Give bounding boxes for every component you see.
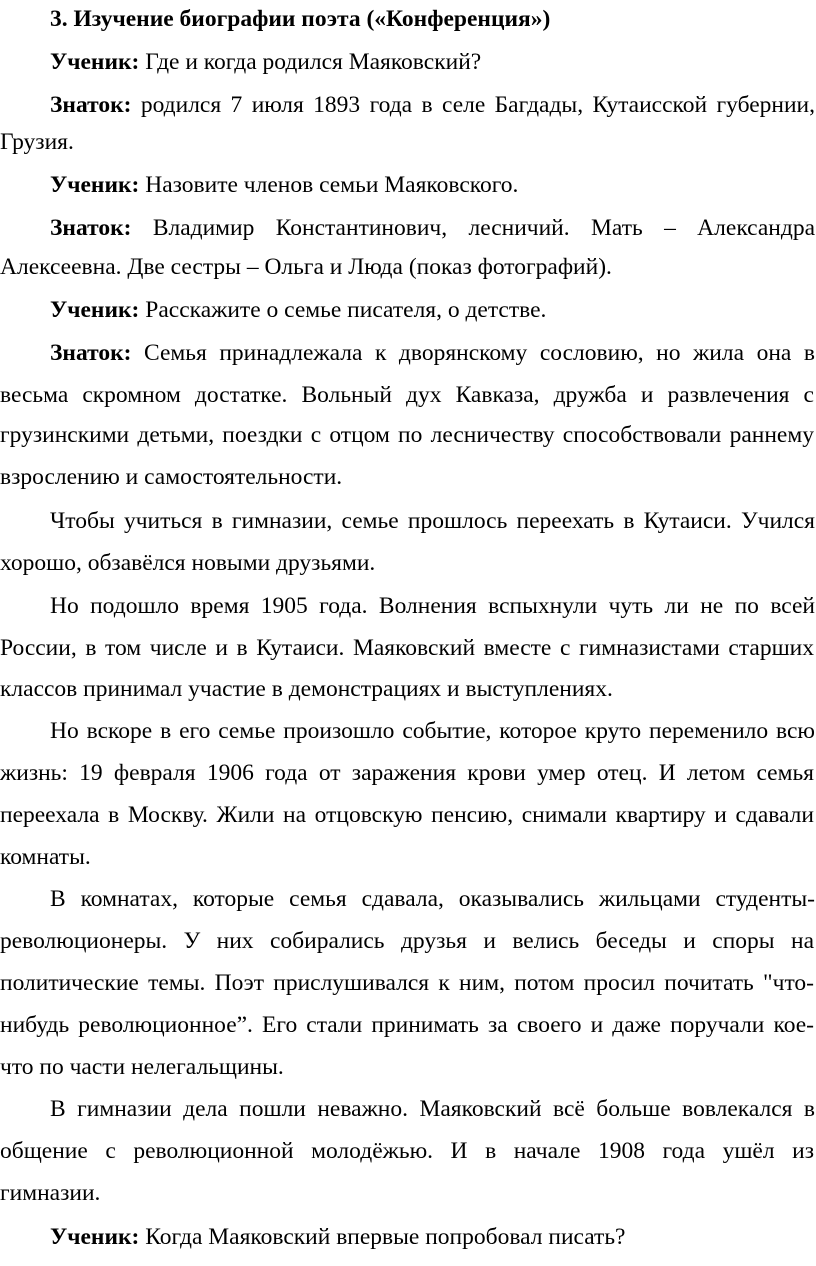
- speaker-label: Знаток:: [50, 340, 132, 366]
- text-line: Грузия.: [0, 129, 74, 155]
- text-line: общение с революционной молодёжью. И в начале 1908 года ушёл из: [0, 1138, 814, 1164]
- speaker-label: Знаток:: [50, 215, 132, 241]
- dialogue-text: Где и когда родился Маяковский?: [145, 49, 482, 75]
- speaker-label: Ученик:: [50, 172, 140, 198]
- dialogue-text: Семья принадлежала к дворянскому сословию, но жила она в: [144, 340, 815, 366]
- dialogue-text: Владимир Константинович, лесничий. Мать – Александра: [152, 215, 816, 241]
- text-line: политические темы. Поэт прислушивался к ним, потом просил почитать "что-: [0, 970, 814, 996]
- section-heading: 3. Изучение биографии поэта («Конференция»): [50, 6, 551, 32]
- text-line: В комнатах, которые семья сдавала, оказывались жильцами студенты-: [50, 886, 815, 912]
- text-line: России, в том числе и в Кутаиси. Маяковский вместе с гимназистами старших: [0, 635, 814, 661]
- text-line: классов принимал участие в демонстрациях и выступлениях.: [0, 676, 613, 702]
- dialogue-text: Назовите членов семьи Маяковского.: [145, 172, 519, 198]
- text-line: хорошо, обзавёлся новыми друзьями.: [0, 550, 376, 576]
- dialogue-text: Когда Маяковский впервые попробовал писать?: [145, 1224, 626, 1250]
- text-line: жизнь: 19 февраля 1906 года от заражения крови умер отец. И летом семья: [0, 760, 814, 786]
- dialogue-line: [50, 170, 816, 200]
- dialogue-text: родился 7 июля 1893 года в селе Багдады, Кутаисской губернии,: [140, 92, 815, 118]
- text-line: переехала в Москву. Жили на отцовскую пенсию, снимали квартиру и сдавали: [0, 802, 814, 828]
- text-line: комнаты.: [0, 844, 91, 870]
- speaker-label: Ученик:: [50, 49, 140, 75]
- text-line: Но вскоре в его семье произошло событие, которое круто переменило всю: [50, 718, 815, 744]
- dialogue-text: Расскажите о семье писателя, о детстве.: [145, 297, 547, 323]
- text-line: революционеры. У них собирались друзья и велись беседы и споры на: [0, 928, 814, 954]
- dialogue-line: [50, 90, 815, 120]
- text-line: нибудь революционное”. Его стали принимать за своего и даже поручали кое-: [0, 1012, 814, 1038]
- text-line: что по части нелегальщины.: [0, 1054, 284, 1080]
- speaker-label: Ученик:: [50, 1224, 140, 1250]
- text-line: грузинскими детьми, поездки с отцом по лесничеству способствовали раннему: [0, 422, 814, 448]
- dialogue-line: [50, 295, 816, 325]
- dialogue-line: [50, 338, 815, 368]
- dialogue-line: [50, 1222, 816, 1252]
- speaker-label: Знаток:: [50, 92, 132, 118]
- text-line: весьма скромном достатке. Вольный дух Кавказа, дружба и развлечения с: [0, 382, 814, 408]
- dialogue-line: [50, 47, 816, 77]
- dialogue-line: [50, 213, 815, 243]
- text-line: Алексеевна. Две сестры – Ольга и Люда (показ фотографий).: [0, 254, 612, 280]
- text-line: В гимназии дела пошли неважно. Маяковский всё больше вовлекался в: [50, 1096, 815, 1122]
- text-line: взрослению и самостоятельности.: [0, 464, 343, 490]
- text-line: Но подошло время 1905 года. Волнения вспыхнули чуть ли не по всей: [50, 593, 815, 619]
- text-line: Чтобы учиться в гимназии, семье прошлось переехать в Кутаиси. Учился: [50, 508, 815, 534]
- text-line: гимназии.: [0, 1180, 101, 1206]
- speaker-label: Ученик:: [50, 297, 140, 323]
